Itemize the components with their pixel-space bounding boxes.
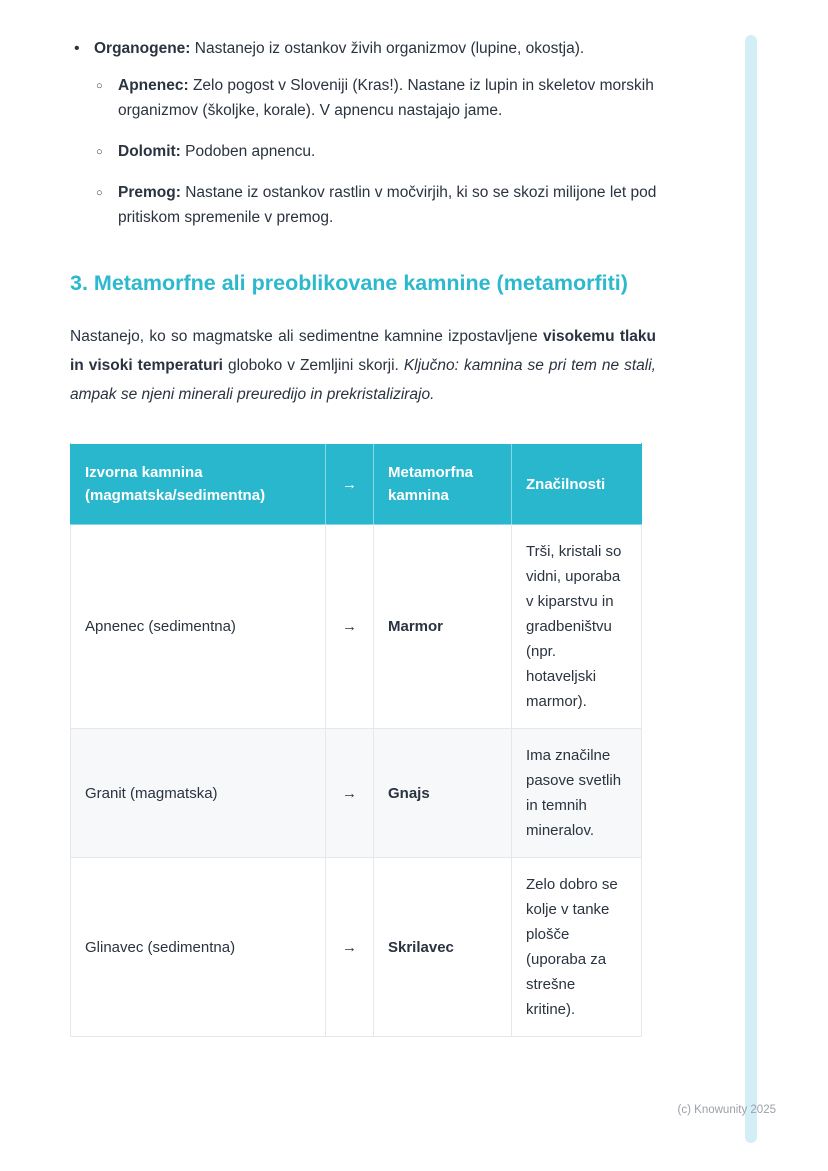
list-item-text: Zelo pogost v Sloveniji (Kras!). Nastane iz lupin in skeletov morskih organizmov (školjke, korale). V apnencu nastajajo jame. bbox=[118, 77, 654, 119]
cell-result: Gnajs bbox=[374, 729, 512, 858]
table-header-row bbox=[71, 444, 642, 525]
section-intro-paragraph bbox=[70, 322, 656, 409]
cell-arrow: → bbox=[326, 858, 374, 1037]
cell-result: Skrilavec bbox=[374, 858, 512, 1037]
list-item-label: Apnenec: bbox=[118, 77, 189, 94]
page-accent-stripe bbox=[745, 35, 757, 1143]
list-item-text: Nastanejo iz ostankov živih organizmov (lupine, okostja). bbox=[194, 40, 585, 57]
section-heading: 3. Metamorfne ali preoblikovane kamnine (metamorfiti) bbox=[70, 271, 628, 295]
intro-italic: Ključno: kamnina se pri tem ne stali, ampak se njeni minerali preuredijo in prekristalizirajo. bbox=[70, 357, 656, 403]
metamorphic-rocks-table bbox=[70, 443, 642, 1037]
table-header-traits: Značilnosti bbox=[512, 444, 642, 525]
table-row-skrilavec bbox=[71, 858, 642, 1037]
list-item-text: Podoben apnencu. bbox=[185, 143, 316, 160]
table-header-source: Izvorna kamnina (magmatska/sedimentna) bbox=[71, 444, 326, 525]
table-row-marmor bbox=[71, 525, 642, 729]
table-row-gnajs bbox=[71, 729, 642, 858]
cell-source: Glinavec (sedimentna) bbox=[71, 858, 326, 1037]
list-item-label: Organogene: bbox=[94, 40, 191, 57]
organogene-sublist bbox=[94, 73, 660, 230]
list-item-label: Premog: bbox=[118, 184, 181, 201]
list-item-dolomit bbox=[94, 139, 660, 164]
cell-traits: Ima značilne pasove svetlih in temnih mineralov. bbox=[512, 729, 642, 858]
list-item-apnenec bbox=[94, 73, 660, 123]
table-header-result: Metamorfna kamnina bbox=[374, 444, 512, 525]
cell-arrow: → bbox=[326, 525, 374, 729]
cell-traits: Zelo dobro se kolje v tanke plošče (uporaba za strešne kritine). bbox=[512, 858, 642, 1037]
intro-mid: globoko v Zemljini skorji. bbox=[227, 357, 399, 374]
table-header-arrow: → bbox=[326, 444, 374, 525]
cell-arrow: → bbox=[326, 729, 374, 858]
organogene-list bbox=[70, 36, 660, 230]
cell-source: Apnenec (sedimentna) bbox=[71, 525, 326, 729]
list-item-text: Nastane iz ostankov rastlin v močvirjih, ki so se skozi milijone let pod pritiskom spremenile v premog. bbox=[118, 184, 657, 226]
list-item-premog bbox=[94, 180, 660, 230]
list-item-organogene bbox=[70, 36, 660, 230]
intro-bold: visokemu tlaku in visoki temperaturi bbox=[70, 328, 656, 374]
intro-lead: Nastanejo, ko so magmatske ali sedimentne kamnine izpostavljene bbox=[70, 328, 538, 345]
cell-result: Marmor bbox=[374, 525, 512, 729]
footer-credit: (c) Knowunity 2025 bbox=[677, 1104, 776, 1116]
cell-traits: Trši, kristali so vidni, uporaba v kiparstvu in gradbeništvu (npr. hotaveljski marmor). bbox=[512, 525, 642, 729]
cell-source: Granit (magmatska) bbox=[71, 729, 326, 858]
list-item-label: Dolomit: bbox=[118, 143, 181, 160]
